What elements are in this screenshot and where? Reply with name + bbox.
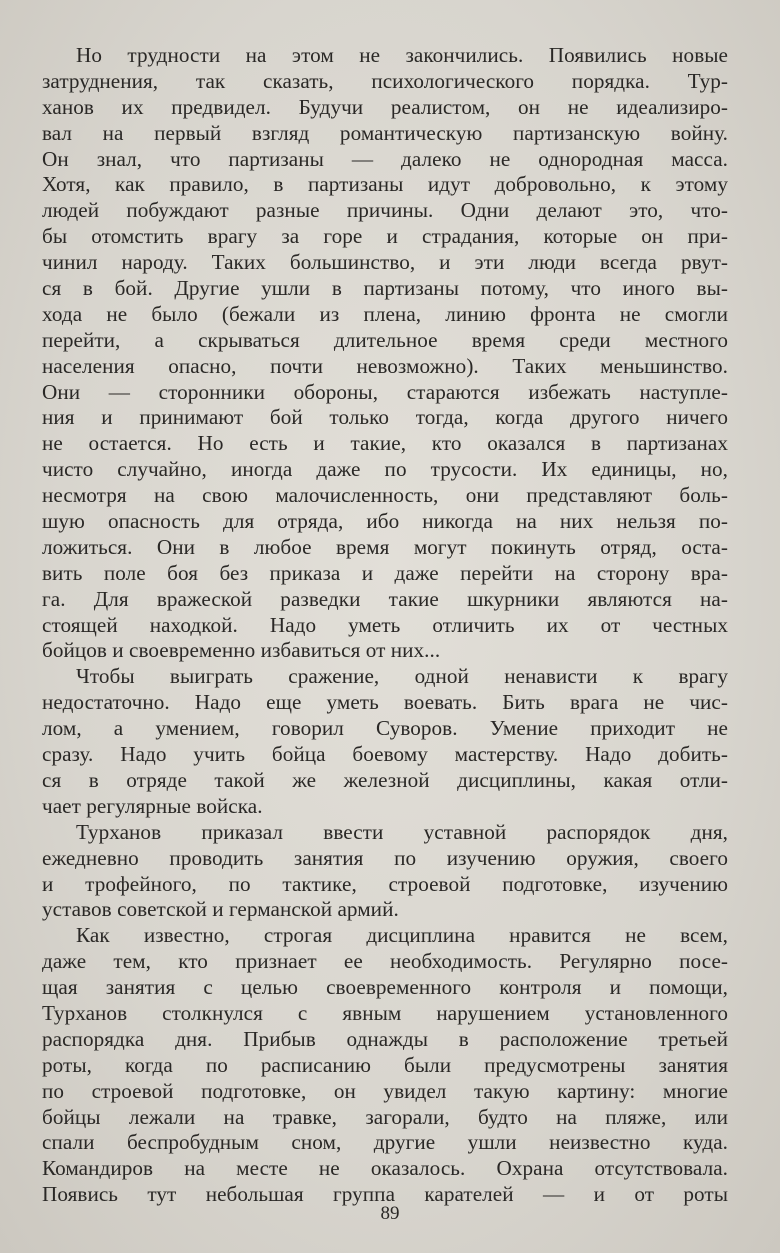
text-line: вить поле боя без приказа и даже перейти на сторону вра- <box>42 560 728 585</box>
text-line: и трофейного, по тактике, строевой подготовке, изучению <box>42 871 728 896</box>
body-text <box>42 43 728 1208</box>
text-line: ежедневно проводить занятия по изучению оружия, своего <box>42 845 728 870</box>
text-line: Они — сторонники обороны, стараются избежать наступле- <box>42 379 728 404</box>
text-line: населения опасно, почти невозможно). Таких меньшинство. <box>42 353 728 378</box>
text-line: Турханов столкнулся с явным нарушением установленного <box>42 1000 728 1025</box>
text-line: недостаточно. Надо еще уметь воевать. Бить врага не чис- <box>42 690 728 715</box>
text-line: шую опасность для отряда, ибо никогда на них нельзя по- <box>42 509 728 534</box>
text-line: распорядка дня. Прибыв однажды в расположение третьей <box>42 1026 728 1051</box>
text-line: даже тем, кто признает ее необходимость. Регулярно посе- <box>42 949 728 974</box>
text-line: чает регулярные войска. <box>42 793 263 818</box>
text-line: бойцы лежали на травке, загорали, будто на пляже, или <box>42 1104 728 1129</box>
text-line: спали беспробудным сном, другие ушли неизвестно куда. <box>42 1130 728 1155</box>
text-line: не остается. Но есть и такие, кто оказался в партизанах <box>42 431 728 456</box>
text-line: чинил народу. Таких большинство, и эти люди всегда рвут- <box>42 250 728 275</box>
text-line: чисто случайно, иногда даже по трусости. Их единицы, но, <box>42 457 728 482</box>
text-line: ханов их предвидел. Будучи реалистом, он не идеализиро- <box>42 94 728 119</box>
text-line: сразу. Надо учить бойца боевому мастерству. Надо добить- <box>42 742 728 767</box>
text-line: хода не было (бежали из плена, линию фронта не смогли <box>42 301 728 326</box>
page-number: 89 <box>380 1203 400 1224</box>
text-line: Командиров на месте не оказалось. Охрана отсутствовала. <box>42 1156 728 1181</box>
text-line: Как известно, строгая дисциплина нравится не всем, <box>76 923 728 948</box>
text-line: Появись тут небольшая группа карателей — и от роты <box>42 1182 728 1207</box>
text-line: по строевой подготовке, он увидел такую картину: многие <box>42 1078 728 1103</box>
text-line: вал на первый взгляд романтическую партизанскую войну. <box>42 120 728 145</box>
text-line: ложиться. Они в любое время могут покинуть отряд, оста- <box>42 534 728 559</box>
text-line: перейти, а скрываться длительное время среди местного <box>42 327 728 352</box>
text-line: бы отомстить врагу за горе и страдания, которые он при- <box>42 224 728 249</box>
text-line: затруднения, так сказать, психологического порядка. Тур- <box>42 68 728 93</box>
text-line: роты, когда по расписанию были предусмотрены занятия <box>42 1052 728 1077</box>
text-line: стоящей находкой. Надо уметь отличить их от честных <box>42 612 728 637</box>
text-line: несмотря на свою малочисленность, они представляют боль- <box>42 483 728 508</box>
text-line: Он знал, что партизаны — далеко не однородная масса. <box>42 146 728 171</box>
text-line: людей побуждают разные причины. Одни делают это, что- <box>42 198 728 223</box>
text-line: бойцов и своевременно избавиться от них... <box>42 638 441 663</box>
text-line: лом, а умением, говорил Суворов. Умение приходит не <box>42 716 728 741</box>
text-line: ся в отряде такой же железной дисциплины, какая отли- <box>42 767 728 792</box>
text-line: уставов советской и германской армий. <box>42 897 399 922</box>
text-line: ния и принимают бой только тогда, когда другого ничего <box>42 405 728 430</box>
text-line: ся в бой. Другие ушли в партизаны потому, что иного вы- <box>42 276 728 301</box>
text-line: Турханов приказал ввести уставной распорядок дня, <box>76 819 728 844</box>
text-line: Чтобы выиграть сражение, одной ненависти к врагу <box>76 664 728 689</box>
text-line: Хотя, как правило, в партизаны идут добровольно, к этому <box>42 172 728 197</box>
text-line: га. Для вражеской разведки такие шкурники являются на- <box>42 586 728 611</box>
text-line: щая занятия с целью своевременного контроля и помощи, <box>42 975 728 1000</box>
text-line: Но трудности на этом не закончились. Появились новые <box>76 43 728 67</box>
